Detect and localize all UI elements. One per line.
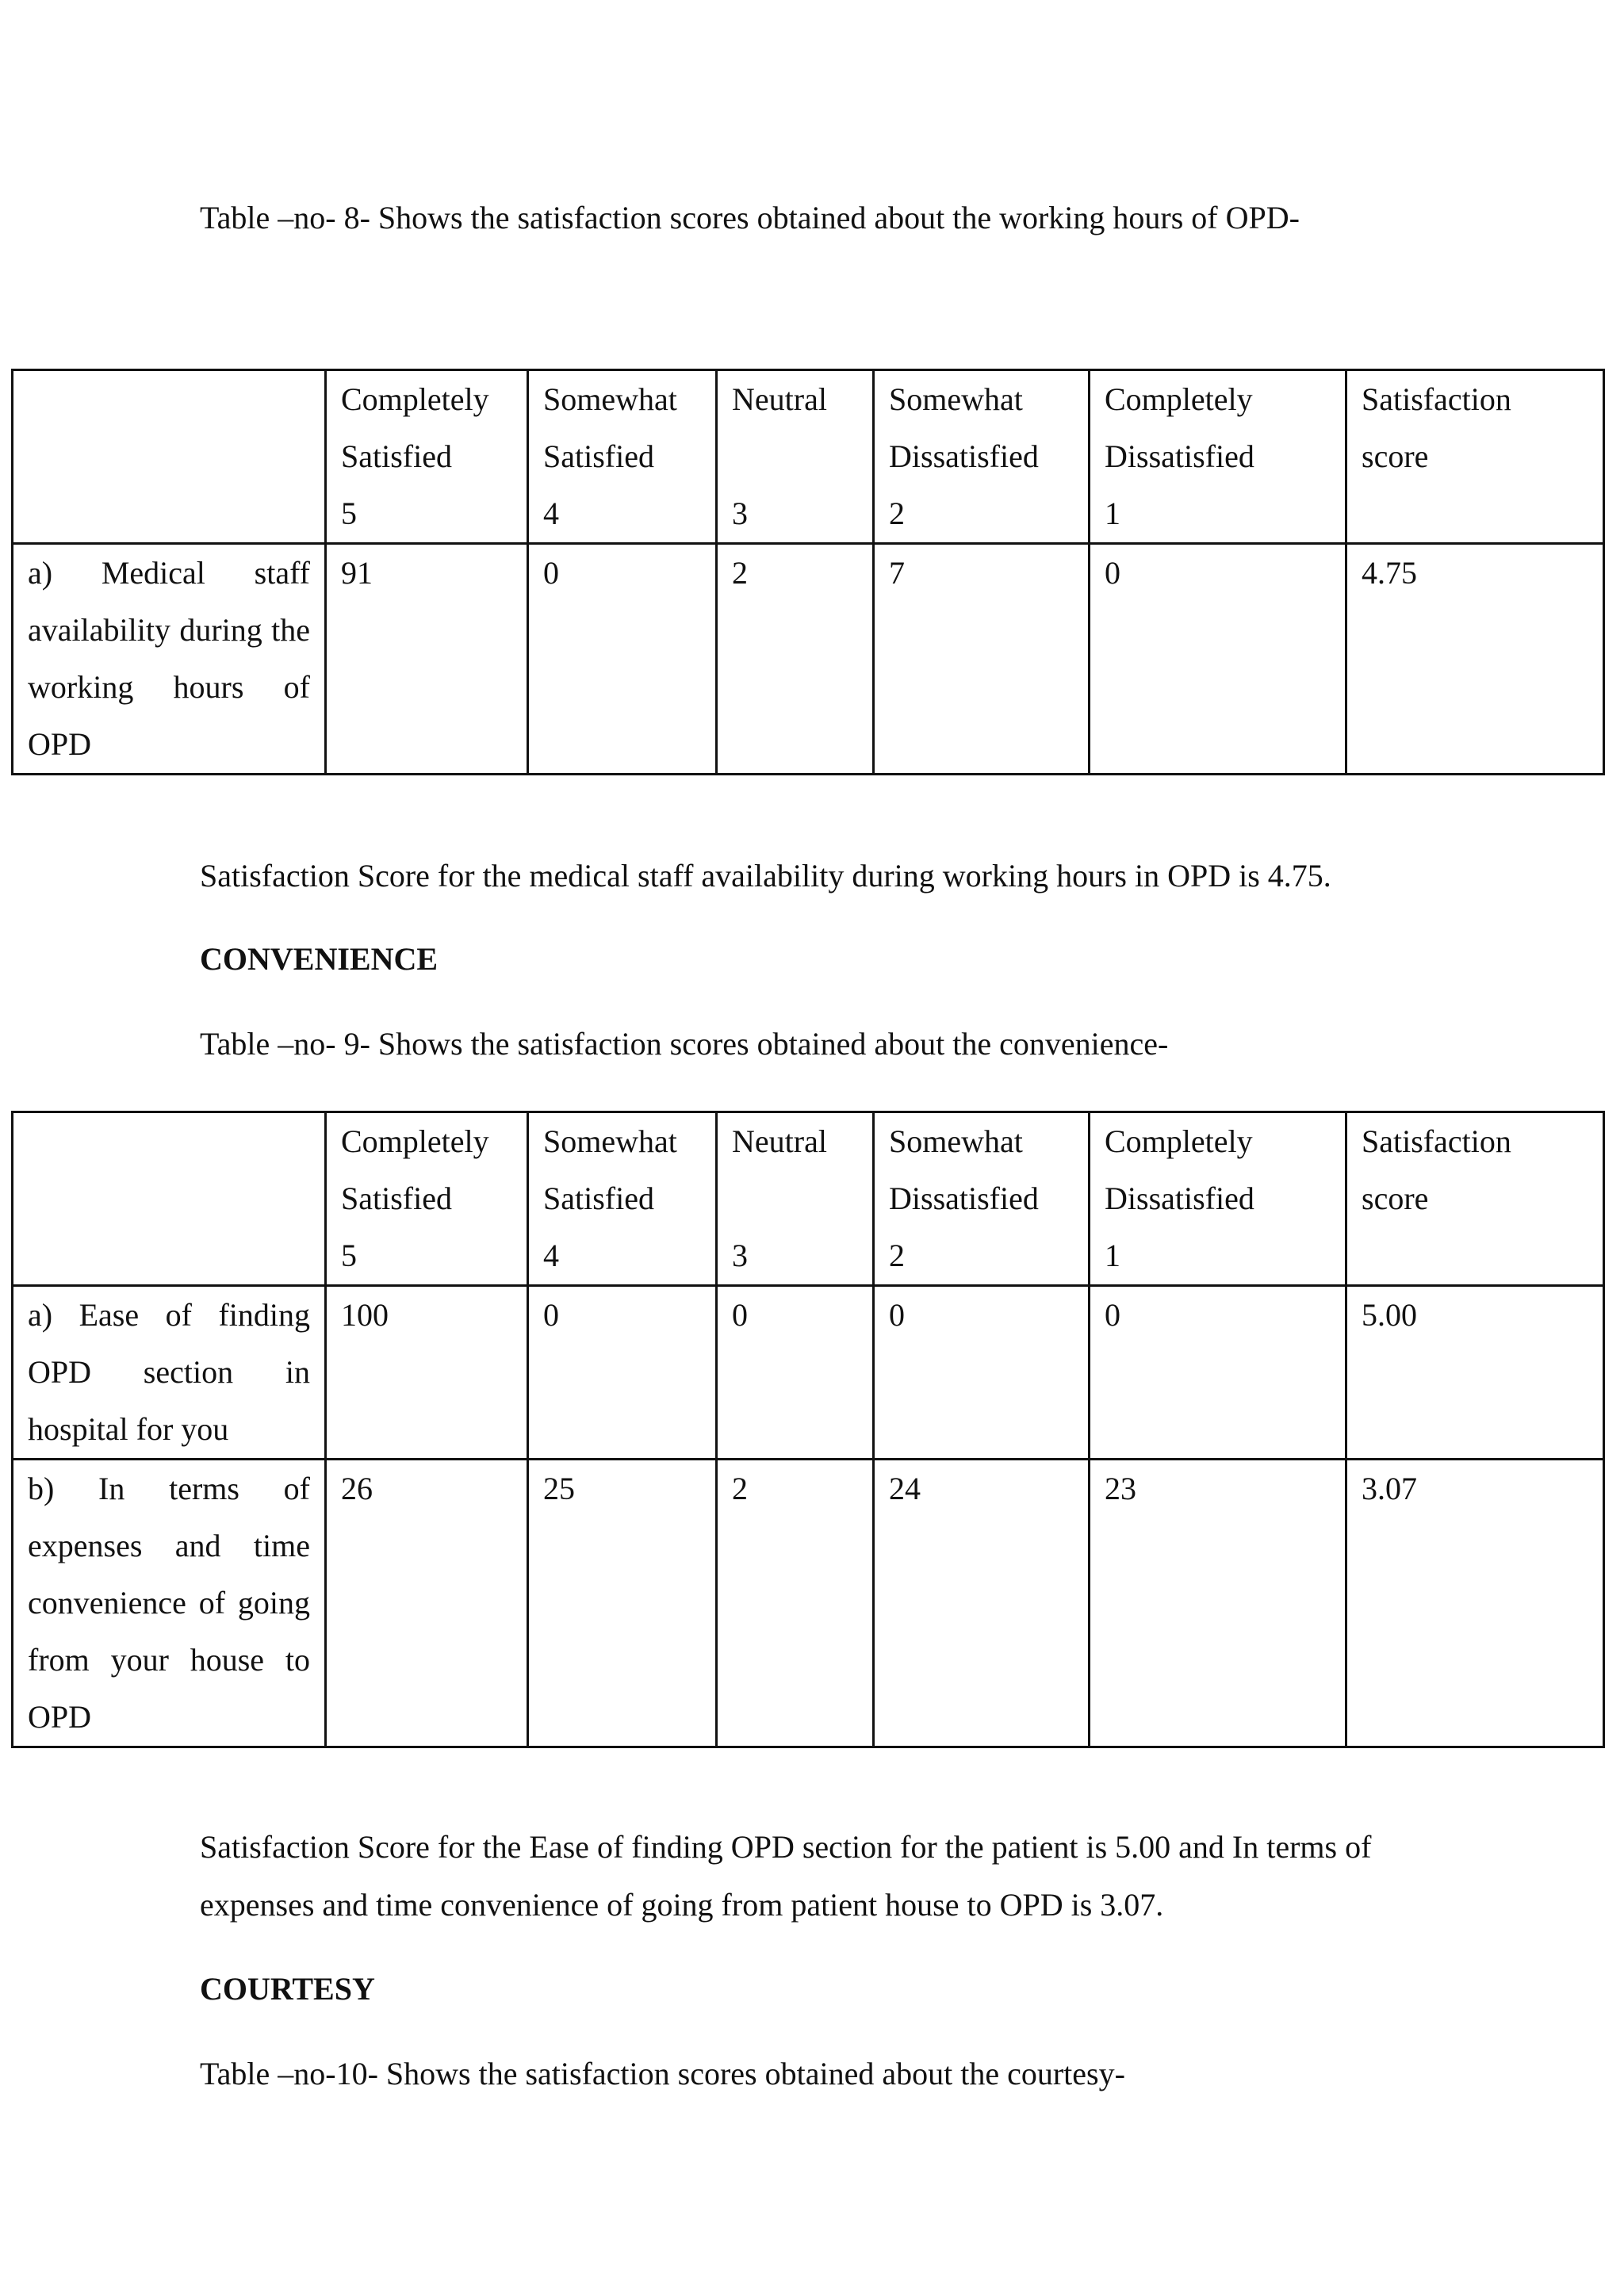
table-9-summary-line-2: expenses and time convenience of going from patient house to OPD is 3.07. — [200, 1887, 1164, 1923]
header-empty-cell — [13, 1112, 326, 1286]
cell-completely-satisfied: 91 — [326, 544, 528, 775]
table-row — [13, 1286, 1604, 1460]
cell-somewhat-satisfied: 0 — [528, 1286, 717, 1460]
table-8-caption: Table –no- 8- Shows the satisfaction scores obtained about the working hours of OPD- — [200, 200, 1300, 235]
table-header-row — [13, 1112, 1604, 1286]
header-neutral: Neutral 3 — [717, 370, 874, 544]
table-row — [13, 1460, 1604, 1747]
cell-completely-dissatisfied: 0 — [1090, 544, 1346, 775]
cell-neutral: 0 — [717, 1286, 874, 1460]
cell-somewhat-satisfied: 25 — [528, 1460, 717, 1747]
cell-neutral: 2 — [717, 1460, 874, 1747]
header-somewhat-satisfied: Somewhat Satisfied 4 — [528, 370, 717, 544]
section-heading-courtesy: COURTESY — [200, 1971, 375, 2007]
header-completely-dissatisfied: Completely Dissatisfied 1 — [1090, 1112, 1346, 1286]
cell-satisfaction-score: 3.07 — [1346, 1460, 1604, 1747]
table-9-summary-line-1: Satisfaction Score for the Ease of finding OPD section for the patient is 5.00 and In terms of — [200, 1829, 1372, 1865]
table-8-summary: Satisfaction Score for the medical staff availability during working hours in OPD is 4.75. — [200, 858, 1331, 894]
header-empty-cell — [13, 370, 326, 544]
cell-completely-dissatisfied: 0 — [1090, 1286, 1346, 1460]
cell-satisfaction-score: 5.00 — [1346, 1286, 1604, 1460]
row-label: a) Ease of finding OPD section in hospital for you — [13, 1286, 326, 1460]
cell-neutral: 2 — [717, 544, 874, 775]
cell-somewhat-satisfied: 0 — [528, 544, 717, 775]
row-label: b) In terms of expenses and time convenience of going from your house to OPD — [13, 1460, 326, 1747]
table-10-caption: Table –no-10- Shows the satisfaction scores obtained about the courtesy- — [200, 2056, 1125, 2091]
header-completely-satisfied: Completely Satisfied 5 — [326, 370, 528, 544]
header-satisfaction-score: Satisfaction score — [1346, 1112, 1604, 1286]
header-satisfaction-score: Satisfaction score — [1346, 370, 1604, 544]
header-somewhat-satisfied: Somewhat Satisfied 4 — [528, 1112, 717, 1286]
cell-completely-satisfied: 26 — [326, 1460, 528, 1747]
header-somewhat-dissatisfied: Somewhat Dissatisfied 2 — [874, 370, 1090, 544]
table-9 — [11, 1111, 1605, 1748]
table-row — [13, 544, 1604, 775]
cell-completely-dissatisfied: 23 — [1090, 1460, 1346, 1747]
table-8 — [11, 369, 1605, 775]
header-somewhat-dissatisfied: Somewhat Dissatisfied 2 — [874, 1112, 1090, 1286]
cell-somewhat-dissatisfied: 7 — [874, 544, 1090, 775]
row-label: a) Medical staff availability during the working hours of OPD — [13, 544, 326, 775]
header-neutral: Neutral 3 — [717, 1112, 874, 1286]
table-9-caption: Table –no- 9- Shows the satisfaction scores obtained about the convenience- — [200, 1026, 1169, 1062]
header-completely-satisfied: Completely Satisfied 5 — [326, 1112, 528, 1286]
table-header-row — [13, 370, 1604, 544]
cell-somewhat-dissatisfied: 24 — [874, 1460, 1090, 1747]
table-9-summary — [200, 1818, 1450, 1934]
cell-completely-satisfied: 100 — [326, 1286, 528, 1460]
header-completely-dissatisfied: Completely Dissatisfied 1 — [1090, 370, 1346, 544]
cell-satisfaction-score: 4.75 — [1346, 544, 1604, 775]
cell-somewhat-dissatisfied: 0 — [874, 1286, 1090, 1460]
section-heading-convenience: CONVENIENCE — [200, 941, 439, 977]
